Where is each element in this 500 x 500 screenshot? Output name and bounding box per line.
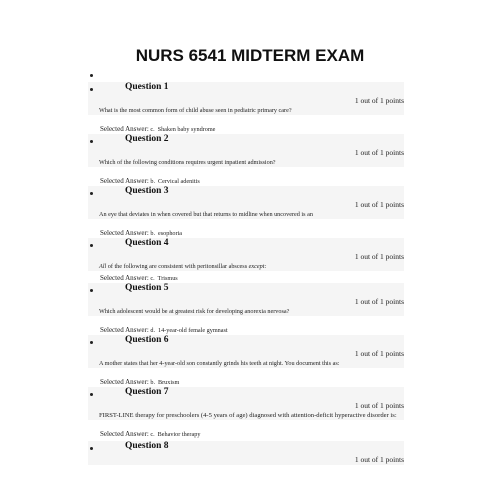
question-score: 1 out of 1 points (354, 200, 404, 209)
answer-text: Cervical adenitis (157, 178, 200, 185)
answer-text: Trismus (157, 275, 178, 282)
bullet-icon (90, 140, 93, 143)
bullet-icon (90, 341, 93, 344)
answer-text: Behavior therapy (157, 431, 201, 438)
question-block-8 (88, 441, 404, 465)
question-score: 1 out of 1 points (354, 455, 404, 464)
question-title: Question 5 (125, 283, 169, 293)
question-score: 1 out of 1 points (354, 148, 404, 157)
answer-letter: c. (150, 275, 155, 282)
question-header (88, 441, 404, 455)
selected-answer (88, 115, 404, 134)
answer-text: Bruxism (157, 379, 180, 386)
question-block-6 (88, 335, 404, 368)
page-title: NURS 6541 MIDTERM EXAM (135, 46, 365, 65)
question-title: Question 4 (125, 238, 169, 248)
bullet-icon (90, 244, 93, 247)
question-title: Question 6 (125, 335, 169, 345)
question-text-body: of the following are consistent with peritonsillar abscess (106, 263, 249, 270)
question-score: 1 out of 1 points (354, 349, 404, 358)
selected-answer (88, 316, 404, 335)
question-block-2 (88, 134, 404, 167)
selected-answer-label: Selected Answer: (100, 430, 149, 438)
question-block-7 (88, 387, 404, 420)
question-score: 1 out of 1 points (354, 401, 404, 410)
question-score: 1 out of 1 points (354, 297, 404, 306)
answer-letter: b. (150, 178, 155, 185)
question-text (88, 262, 404, 271)
selected-answer-label: Selected Answer: (100, 378, 149, 386)
selected-answer-label: Selected Answer: (100, 274, 149, 282)
selected-answer (88, 167, 404, 186)
selected-answer (88, 420, 404, 439)
answer-letter: b. (150, 230, 155, 237)
answer-text: Shaken baby syndrome (157, 126, 216, 133)
answer-text: 14-year-old female gymnast (157, 327, 228, 334)
question-text: What is the most common form of child abuse seen in pediatric primary care? (99, 107, 292, 114)
question-title: Question 8 (125, 441, 169, 451)
question-title: Question 1 (125, 82, 169, 92)
selected-answer-label: Selected Answer: (100, 229, 149, 237)
question-header (88, 82, 404, 96)
selected-answer (88, 219, 404, 238)
bullet-icon (90, 447, 93, 450)
question-header (88, 387, 404, 401)
answer-letter: b. (150, 379, 155, 386)
question-header (88, 134, 404, 148)
bullet-icon (90, 289, 93, 292)
bullet-icon (90, 192, 93, 195)
question-header (88, 335, 404, 349)
bullet-icon (90, 393, 93, 396)
question-list (88, 70, 404, 465)
question-title: Question 3 (125, 186, 169, 196)
question-header (88, 238, 404, 252)
question-text: A mother states that her 4-year-old son constantly grinds his teeth at night. You document this as: (99, 360, 340, 367)
selected-answer (88, 368, 404, 387)
question-text-emphasis: All (99, 263, 107, 270)
answer-letter: c. (150, 431, 155, 438)
answer-text: esophoria (157, 230, 183, 237)
question-text: Which of the following conditions requires urgent inpatient admission? (99, 159, 276, 166)
question-text: An eye that deviates in when covered but that returns to midline when uncovered is an (99, 211, 313, 218)
bullet-icon (90, 88, 93, 91)
question-score: 1 out of 1 points (354, 96, 404, 105)
question-header (88, 283, 404, 297)
selected-answer-label: Selected Answer: (100, 177, 149, 185)
question-text: FIRST-LINE therapy for preschoolers (4-5 years of age) diagnosed with attention-deficit hyperactive disorder is: (99, 412, 397, 419)
question-header (88, 186, 404, 200)
empty-bullet (88, 70, 404, 82)
answer-letter: c. (150, 126, 155, 133)
question-title: Question 7 (125, 387, 169, 397)
question-block-3 (88, 186, 404, 219)
selected-answer-label: Selected Answer: (100, 326, 149, 334)
question-score: 1 out of 1 points (354, 252, 404, 261)
question-text: Which adolescent would be at greatest risk for developing anorexia nervosa? (99, 308, 290, 315)
question-block-5 (88, 283, 404, 316)
answer-letter: d. (150, 327, 155, 334)
selected-answer-label: Selected Answer: (100, 125, 149, 133)
question-block-1 (88, 82, 404, 115)
question-block-4 (88, 238, 404, 271)
question-title: Question 2 (125, 134, 169, 144)
question-text-emphasis-end: except: (248, 263, 267, 270)
selected-answer (88, 271, 404, 283)
